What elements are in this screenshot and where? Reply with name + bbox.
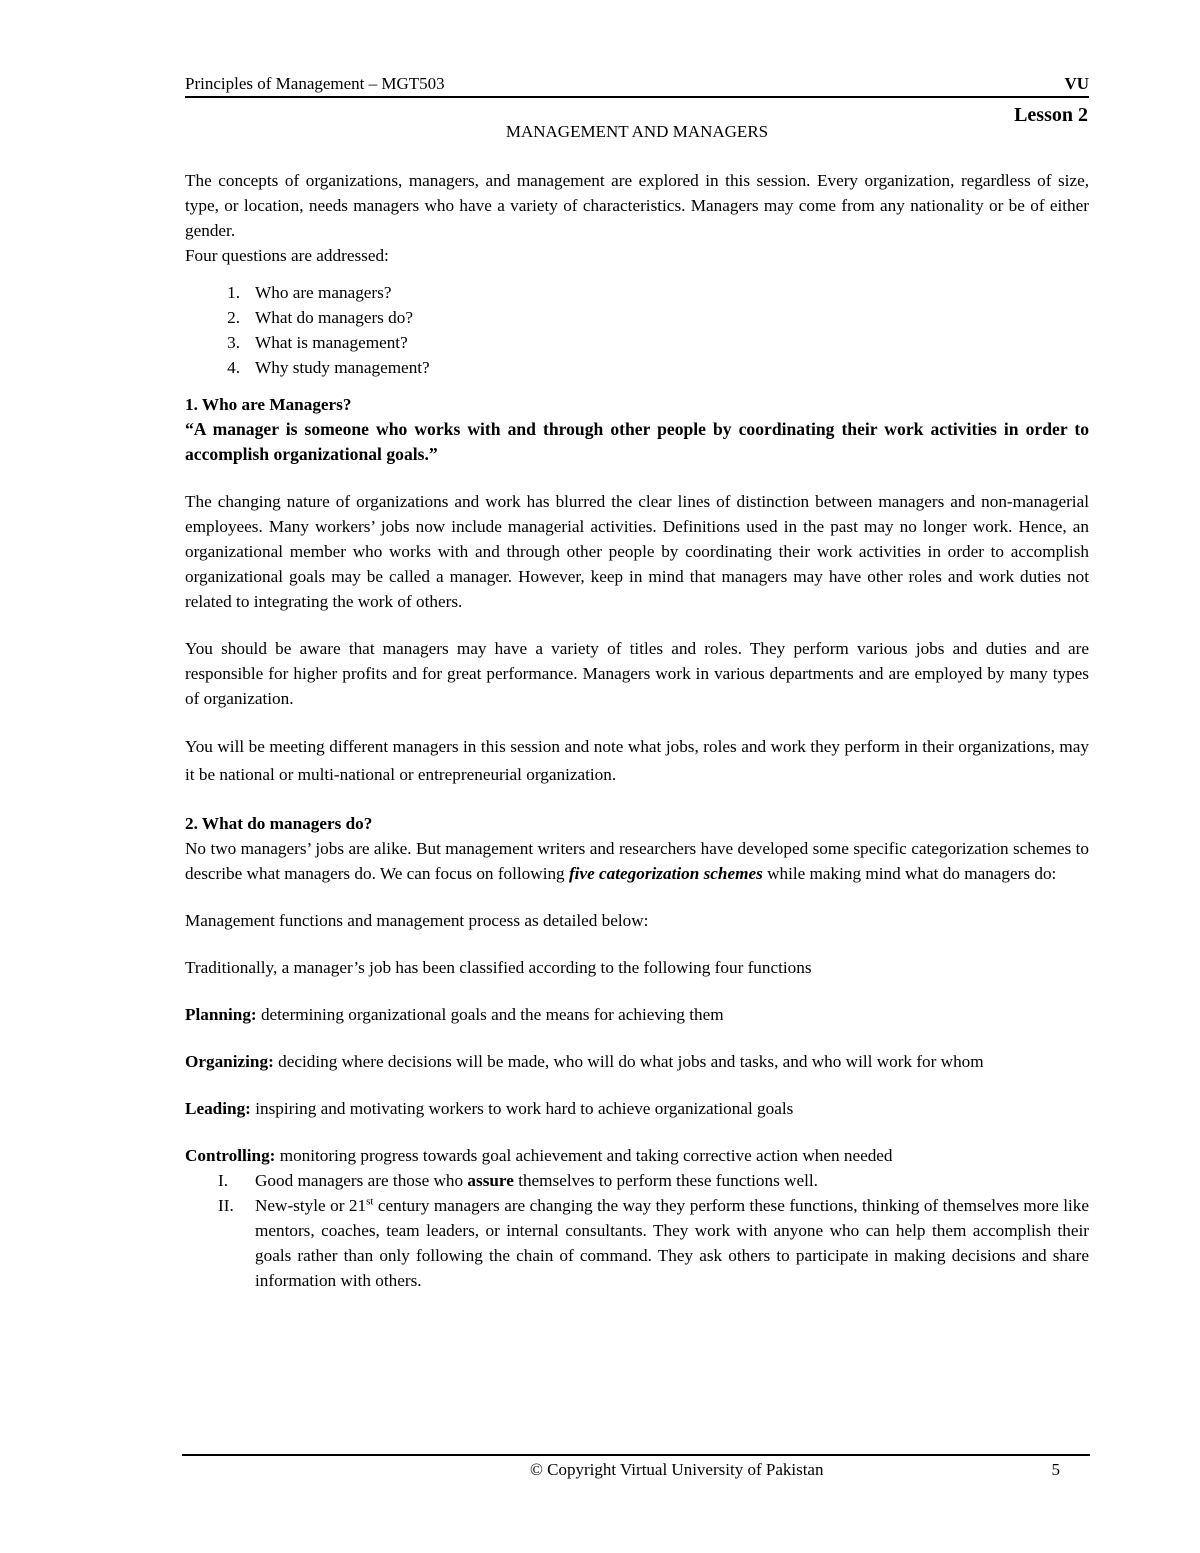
function-planning: Planning: determining organizational goals and the means for achieving them (185, 1005, 724, 1024)
roman-list (185, 1168, 1089, 1293)
function-controlling: Controlling: monitoring progress towards goal achievement and taking corrective action when needed (185, 1146, 893, 1165)
paragraph: The changing nature of organizations and work has blurred the clear lines of distinction between managers and non-managerial employees. Many workers’ jobs now include managerial activities. Definitions used in the past may no longer work. Hence, an organizational member who works with and through other people by coordinating their work activities in order to accomplish organizational goals may be called a manager. However, keep in mind that managers may have other roles and work duties not related to integrating the work of others. (185, 492, 1089, 611)
section-heading: 1. Who are Managers? (185, 395, 352, 414)
brand-label: VU (1064, 74, 1089, 93)
list-item: 4. Why study management? (227, 358, 430, 377)
lesson-label: Lesson 2 (1014, 104, 1088, 126)
questions-intro: Four questions are addressed: (185, 246, 389, 265)
list-item: 3. What is management? (227, 333, 408, 352)
definition-quote: “A manager is someone who works with and through other people by coordinating their work activities in order to accomplish organizational goals.” (185, 419, 1089, 464)
paragraph: You will be meeting different managers in this session and note what jobs, roles and work they perform in their organizations, may it be national or multi-national or entrepreneurial organization. (185, 737, 1089, 784)
section-heading: 2. What do managers do? (185, 814, 373, 833)
function-leading: Leading: inspiring and motivating workers to work hard to achieve organizational goals (185, 1099, 794, 1118)
page-header (185, 74, 1089, 98)
intro-paragraph: The concepts of organizations, managers, and management are explored in this session. Every organization, regardless of size, type, or location, needs managers who have a variety of characteristics. Managers may come from any nationality or be of either gender. (185, 171, 1089, 240)
course-title: Principles of Management – MGT503 (185, 74, 445, 93)
paragraph: No two managers’ jobs are alike. But management writers and researchers have developed some specific categorization schemes to describe what managers do. We can focus on following five categorization schemes while making mind what do managers do: (185, 839, 1089, 883)
paragraph: Traditionally, a manager’s job has been classified according to the following four functions (185, 958, 812, 977)
document-body (185, 168, 1089, 1293)
page-number: 5 (1051, 1460, 1060, 1479)
list-item: II. New-style or 21st century managers are changing the way they perform these functions, thinking of themselves more like mentors, coaches, team leaders, or internal consultants. They work with anyone who can help them accomplish their goals rather than only following the chain of command. They ask others to participate in making decisions and share information with others. (218, 1195, 1089, 1290)
paragraph: You should be aware that managers may have a variety of titles and roles. They perform various jobs and duties and are responsible for higher profits and for great performance. Managers work in various departments and are employed by many types of organization. (185, 639, 1089, 708)
list-item: 1. Who are managers? (227, 283, 392, 302)
page-title: MANAGEMENT AND MANAGERS (505, 122, 769, 141)
list-item: I. Good managers are those who assure themselves to perform these functions well. (218, 1171, 818, 1190)
paragraph: Management functions and management process as detailed below: (185, 911, 649, 930)
copyright-text: © Copyright Virtual University of Pakistan (530, 1460, 824, 1479)
page-footer (182, 1454, 1090, 1480)
emphasis-text: five categorization schemes (568, 864, 763, 883)
questions-list (185, 280, 1089, 380)
function-organizing: Organizing: deciding where decisions will be made, who will do what jobs and tasks, and who will work for whom (185, 1052, 984, 1071)
list-item: 2. What do managers do? (227, 308, 413, 327)
